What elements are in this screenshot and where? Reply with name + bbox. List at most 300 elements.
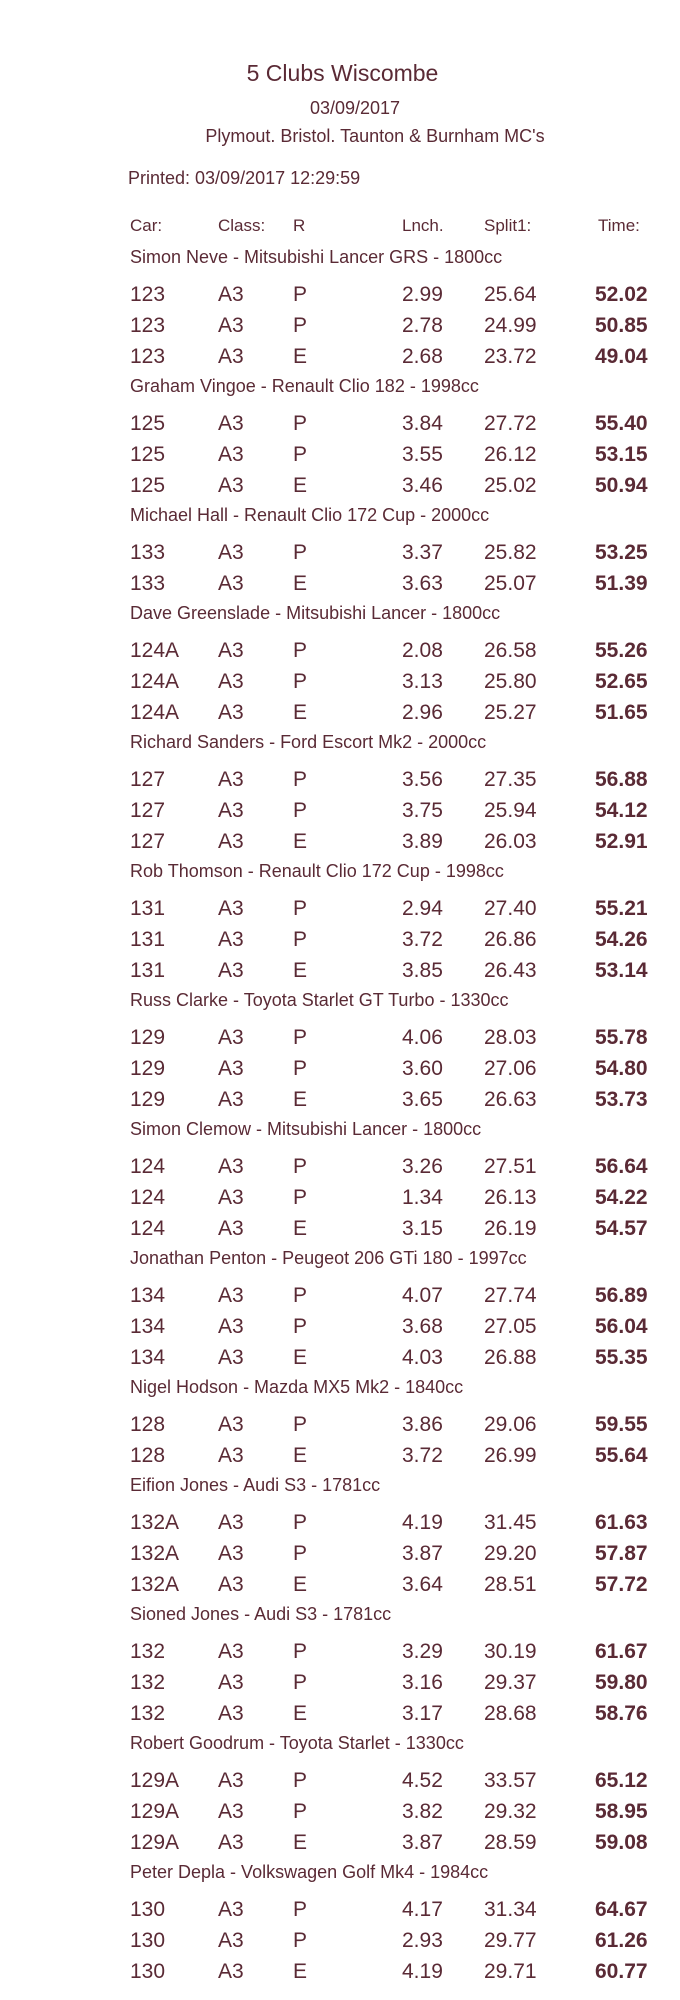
run-launch-time: 2.78 [402, 314, 443, 337]
run-split-time: 29.37 [484, 1671, 537, 1694]
run-car-number: 125 [130, 443, 166, 466]
event-title: 5 Clubs Wiscombe [246, 60, 439, 86]
run-type: P [293, 1413, 308, 1436]
run-type: P [293, 1284, 308, 1307]
driver-entry [0, 728, 680, 857]
run-split-time: 31.45 [484, 1511, 537, 1534]
run-total-time: 55.64 [595, 1444, 648, 1467]
run-class: A3 [218, 541, 244, 564]
run-class: A3 [218, 830, 244, 853]
run-type: P [293, 1898, 308, 1921]
run-total-time: 61.67 [595, 1640, 648, 1663]
run-type: P [293, 1026, 308, 1049]
column-headers [0, 216, 680, 240]
run-launch-time: 2.99 [402, 283, 443, 306]
run-row [0, 1765, 680, 1796]
run-class: A3 [218, 1315, 244, 1338]
run-split-time: 26.99 [484, 1444, 537, 1467]
driver-name: Simon Neve - Mitsubishi Lancer GRS - 1800cc [130, 247, 503, 267]
run-launch-time: 3.86 [402, 1413, 443, 1436]
run-class: A3 [218, 1444, 244, 1467]
run-type: P [293, 1057, 308, 1080]
run-launch-time: 3.82 [402, 1800, 443, 1823]
run-type: P [293, 1315, 308, 1338]
run-row [0, 1342, 680, 1373]
run-class: A3 [218, 768, 244, 791]
run-launch-time: 3.89 [402, 830, 443, 853]
driver-name: Michael Hall - Renault Clio 172 Cup - 2000cc [130, 505, 490, 525]
run-row [0, 1409, 680, 1440]
run-class: A3 [218, 1542, 244, 1565]
run-class: A3 [218, 928, 244, 951]
run-car-number: 129 [130, 1026, 166, 1049]
run-split-time: 26.03 [484, 830, 537, 853]
run-car-number: 124 [130, 1155, 166, 1178]
driver-name: Dave Greenslade - Mitsubishi Lancer - 1800cc [130, 603, 501, 623]
run-type: P [293, 1929, 308, 1952]
run-total-time: 56.04 [595, 1315, 648, 1338]
run-car-number: 132 [130, 1671, 166, 1694]
run-row [0, 341, 680, 372]
driver-name: Robert Goodrum - Toyota Starlet - 1330cc [130, 1733, 464, 1753]
driver-name: Eifion Jones - Audi S3 - 1781cc [130, 1475, 381, 1495]
run-launch-time: 2.96 [402, 701, 443, 724]
run-type: P [293, 928, 308, 951]
driver-name: Rob Thomson - Renault Clio 172 Cup - 1998cc [130, 861, 504, 881]
run-car-number: 134 [130, 1315, 166, 1338]
driver-entry [0, 1600, 680, 1729]
run-car-number: 132 [130, 1702, 166, 1725]
run-total-time: 57.87 [595, 1542, 648, 1565]
run-class: A3 [218, 1186, 244, 1209]
run-total-time: 54.12 [595, 799, 648, 822]
run-total-time: 56.88 [595, 768, 648, 791]
run-launch-time: 4.19 [402, 1511, 443, 1534]
driver-name: Sioned Jones - Audi S3 - 1781cc [130, 1604, 392, 1624]
run-split-time: 25.27 [484, 701, 537, 724]
header-car: Car: [130, 216, 163, 235]
run-launch-time: 3.75 [402, 799, 443, 822]
run-type: E [293, 1444, 308, 1467]
run-class: A3 [218, 897, 244, 920]
run-split-time: 27.72 [484, 412, 537, 435]
run-launch-time: 3.63 [402, 572, 443, 595]
driver-entry [0, 857, 680, 986]
driver-entry [0, 1858, 680, 1987]
run-row [0, 1796, 680, 1827]
run-row [0, 1053, 680, 1084]
run-car-number: 125 [130, 474, 166, 497]
run-class: A3 [218, 443, 244, 466]
run-class: A3 [218, 345, 244, 368]
run-class: A3 [218, 412, 244, 435]
run-car-number: 128 [130, 1444, 166, 1467]
run-total-time: 55.21 [595, 897, 648, 920]
run-total-time: 53.25 [595, 541, 648, 564]
run-row [0, 955, 680, 986]
run-type: E [293, 1088, 308, 1111]
run-total-time: 55.78 [595, 1026, 648, 1049]
run-launch-time: 4.06 [402, 1026, 443, 1049]
run-total-time: 55.26 [595, 639, 648, 662]
header-split: Split1: [484, 216, 532, 235]
run-launch-time: 3.26 [402, 1155, 443, 1178]
run-class: A3 [218, 959, 244, 982]
run-class: A3 [218, 1702, 244, 1725]
run-class: A3 [218, 283, 244, 306]
run-class: A3 [218, 1800, 244, 1823]
run-row [0, 1022, 680, 1053]
run-total-time: 55.40 [595, 412, 648, 435]
run-launch-time: 3.17 [402, 1702, 443, 1725]
run-launch-time: 2.08 [402, 639, 443, 662]
driver-name: Peter Depla - Volkswagen Golf Mk4 - 1984cc [130, 1862, 489, 1882]
run-launch-time: 4.03 [402, 1346, 443, 1369]
driver-entry [0, 243, 680, 372]
run-row [0, 1182, 680, 1213]
run-class: A3 [218, 1057, 244, 1080]
run-type: E [293, 1831, 308, 1854]
run-row [0, 1213, 680, 1244]
run-total-time: 57.72 [595, 1573, 648, 1596]
run-total-time: 51.39 [595, 572, 648, 595]
run-class: A3 [218, 1413, 244, 1436]
run-car-number: 129A [130, 1831, 180, 1854]
run-total-time: 59.08 [595, 1831, 648, 1854]
run-total-time: 51.65 [595, 701, 648, 724]
run-split-time: 26.12 [484, 443, 537, 466]
run-row [0, 310, 680, 341]
run-class: A3 [218, 1284, 244, 1307]
run-row [0, 697, 680, 728]
run-type: E [293, 1346, 308, 1369]
run-split-time: 26.19 [484, 1217, 537, 1240]
run-row [0, 279, 680, 310]
run-total-time: 54.80 [595, 1057, 648, 1080]
run-type: P [293, 1800, 308, 1823]
run-type: E [293, 959, 308, 982]
run-type: E [293, 572, 308, 595]
run-split-time: 24.99 [484, 314, 537, 337]
driver-entry [0, 372, 680, 501]
run-split-time: 27.05 [484, 1315, 537, 1338]
run-total-time: 61.63 [595, 1511, 648, 1534]
run-launch-time: 3.46 [402, 474, 443, 497]
run-split-time: 25.02 [484, 474, 537, 497]
run-car-number: 129 [130, 1057, 166, 1080]
driver-entry [0, 1115, 680, 1244]
run-car-number: 127 [130, 768, 166, 791]
run-type: P [293, 1769, 308, 1792]
run-launch-time: 4.52 [402, 1769, 443, 1792]
run-type: E [293, 1702, 308, 1725]
run-class: A3 [218, 670, 244, 693]
driver-name: Richard Sanders - Ford Escort Mk2 - 2000cc [130, 732, 487, 752]
run-type: P [293, 799, 308, 822]
run-car-number: 124 [130, 1217, 166, 1240]
run-class: A3 [218, 1769, 244, 1792]
run-car-number: 131 [130, 897, 166, 920]
driver-entry [0, 1471, 680, 1600]
run-car-number: 132A [130, 1573, 180, 1596]
driver-entry [0, 599, 680, 728]
run-launch-time: 3.55 [402, 443, 443, 466]
driver-entry [0, 1729, 680, 1858]
run-total-time: 49.04 [595, 345, 648, 368]
run-total-time: 58.76 [595, 1702, 648, 1725]
run-car-number: 132A [130, 1542, 180, 1565]
run-class: A3 [218, 639, 244, 662]
driver-entry [0, 986, 680, 1115]
run-type: P [293, 443, 308, 466]
run-row [0, 826, 680, 857]
run-class: A3 [218, 1217, 244, 1240]
run-split-time: 25.80 [484, 670, 537, 693]
run-split-time: 26.58 [484, 639, 537, 662]
driver-entry [0, 1244, 680, 1373]
run-type: P [293, 670, 308, 693]
run-split-time: 30.19 [484, 1640, 537, 1663]
run-car-number: 124A [130, 701, 180, 724]
run-split-time: 25.07 [484, 572, 537, 595]
run-split-time: 33.57 [484, 1769, 537, 1792]
driver-entry [0, 1373, 680, 1471]
run-total-time: 50.85 [595, 314, 648, 337]
run-class: A3 [218, 799, 244, 822]
run-type: P [293, 1542, 308, 1565]
run-split-time: 27.06 [484, 1057, 537, 1080]
run-split-time: 28.03 [484, 1026, 537, 1049]
run-row [0, 764, 680, 795]
organising-clubs: Plymout. Bristol. Taunton & Burnham MC's [205, 126, 545, 146]
run-row [0, 1667, 680, 1698]
header-time: Time: [598, 216, 640, 235]
run-row [0, 470, 680, 501]
run-split-time: 27.35 [484, 768, 537, 791]
run-car-number: 130 [130, 1960, 166, 1983]
results-list [0, 243, 680, 1987]
driver-entry [0, 501, 680, 599]
run-row [0, 408, 680, 439]
run-total-time: 52.02 [595, 283, 648, 306]
run-row [0, 537, 680, 568]
run-car-number: 124A [130, 639, 180, 662]
run-type: E [293, 1573, 308, 1596]
run-type: P [293, 541, 308, 564]
header-r: R [293, 216, 306, 235]
run-launch-time: 4.07 [402, 1284, 443, 1307]
run-car-number: 129A [130, 1769, 180, 1792]
run-split-time: 26.63 [484, 1088, 537, 1111]
run-launch-time: 3.13 [402, 670, 443, 693]
run-row [0, 924, 680, 955]
run-total-time: 52.65 [595, 670, 648, 693]
run-launch-time: 4.17 [402, 1898, 443, 1921]
run-car-number: 127 [130, 830, 166, 853]
run-launch-time: 3.16 [402, 1671, 443, 1694]
run-launch-time: 4.19 [402, 1960, 443, 1983]
run-total-time: 60.77 [595, 1960, 648, 1983]
run-class: A3 [218, 1088, 244, 1111]
run-total-time: 56.64 [595, 1155, 648, 1178]
run-split-time: 26.13 [484, 1186, 537, 1209]
run-total-time: 55.35 [595, 1346, 648, 1369]
run-row [0, 1827, 680, 1858]
run-class: A3 [218, 1346, 244, 1369]
run-class: A3 [218, 1960, 244, 1983]
run-car-number: 125 [130, 412, 166, 435]
run-car-number: 131 [130, 928, 166, 951]
run-car-number: 129 [130, 1088, 166, 1111]
run-split-time: 26.88 [484, 1346, 537, 1369]
printed-timestamp: Printed: 03/09/2017 12:29:59 [128, 168, 361, 188]
run-row [0, 666, 680, 697]
run-split-time: 27.51 [484, 1155, 537, 1178]
run-type: P [293, 1186, 308, 1209]
run-row [0, 893, 680, 924]
run-car-number: 124 [130, 1186, 166, 1209]
run-launch-time: 3.56 [402, 768, 443, 791]
run-type: E [293, 830, 308, 853]
run-type: P [293, 1155, 308, 1178]
run-total-time: 54.26 [595, 928, 648, 951]
run-type: E [293, 345, 308, 368]
run-car-number: 131 [130, 959, 166, 982]
run-split-time: 29.06 [484, 1413, 537, 1436]
run-launch-time: 3.84 [402, 412, 443, 435]
run-total-time: 53.15 [595, 443, 648, 466]
run-row [0, 1280, 680, 1311]
run-total-time: 53.73 [595, 1088, 648, 1111]
run-split-time: 28.68 [484, 1702, 537, 1725]
driver-name: Nigel Hodson - Mazda MX5 Mk2 - 1840cc [130, 1377, 464, 1397]
run-car-number: 123 [130, 345, 166, 368]
run-row [0, 1894, 680, 1925]
run-split-time: 25.94 [484, 799, 537, 822]
run-launch-time: 3.65 [402, 1088, 443, 1111]
driver-name: Simon Clemow - Mitsubishi Lancer - 1800cc [130, 1119, 482, 1139]
run-type: P [293, 897, 308, 920]
event-date: 03/09/2017 [309, 98, 401, 118]
run-car-number: 132A [130, 1511, 180, 1534]
run-class: A3 [218, 1155, 244, 1178]
run-launch-time: 3.87 [402, 1831, 443, 1854]
run-launch-time: 3.85 [402, 959, 443, 982]
run-class: A3 [218, 1511, 244, 1534]
run-split-time: 25.64 [484, 283, 537, 306]
run-type: P [293, 283, 308, 306]
run-row [0, 795, 680, 826]
run-type: P [293, 314, 308, 337]
run-launch-time: 3.29 [402, 1640, 443, 1663]
run-row [0, 635, 680, 666]
run-split-time: 27.40 [484, 897, 537, 920]
run-row [0, 1311, 680, 1342]
run-row [0, 1956, 680, 1987]
run-class: A3 [218, 1898, 244, 1921]
run-class: A3 [218, 1929, 244, 1952]
run-type: P [293, 1640, 308, 1663]
run-car-number: 133 [130, 572, 166, 595]
run-class: A3 [218, 701, 244, 724]
driver-name: Jonathan Penton - Peugeot 206 GTi 180 - 1997cc [130, 1248, 527, 1268]
run-car-number: 130 [130, 1929, 166, 1952]
run-car-number: 132 [130, 1640, 166, 1663]
run-total-time: 54.57 [595, 1217, 648, 1240]
run-total-time: 58.95 [595, 1800, 648, 1823]
run-launch-time: 2.93 [402, 1929, 443, 1952]
run-split-time: 28.59 [484, 1831, 537, 1854]
run-row [0, 568, 680, 599]
run-total-time: 53.14 [595, 959, 648, 982]
run-class: A3 [218, 1671, 244, 1694]
run-total-time: 54.22 [595, 1186, 648, 1209]
run-type: E [293, 1960, 308, 1983]
run-car-number: 134 [130, 1346, 166, 1369]
run-car-number: 123 [130, 314, 166, 337]
run-launch-time: 3.37 [402, 541, 443, 564]
run-launch-time: 3.72 [402, 928, 443, 951]
run-type: P [293, 1671, 308, 1694]
run-class: A3 [218, 1573, 244, 1596]
run-row [0, 1636, 680, 1667]
run-split-time: 31.34 [484, 1898, 537, 1921]
run-launch-time: 3.60 [402, 1057, 443, 1080]
header-lnch: Lnch. [402, 216, 444, 235]
run-type: E [293, 1217, 308, 1240]
run-split-time: 29.71 [484, 1960, 537, 1983]
run-split-time: 29.32 [484, 1800, 537, 1823]
run-row [0, 1538, 680, 1569]
run-car-number: 130 [130, 1898, 166, 1921]
run-total-time: 64.67 [595, 1898, 648, 1921]
run-car-number: 134 [130, 1284, 166, 1307]
driver-name: Russ Clarke - Toyota Starlet GT Turbo - 1330cc [130, 990, 509, 1010]
run-car-number: 129A [130, 1800, 180, 1823]
run-launch-time: 3.68 [402, 1315, 443, 1338]
run-class: A3 [218, 1831, 244, 1854]
run-car-number: 124A [130, 670, 180, 693]
run-type: P [293, 639, 308, 662]
run-split-time: 27.74 [484, 1284, 537, 1307]
run-split-time: 23.72 [484, 345, 537, 368]
run-type: P [293, 412, 308, 435]
run-row [0, 439, 680, 470]
run-car-number: 123 [130, 283, 166, 306]
run-car-number: 128 [130, 1413, 166, 1436]
run-launch-time: 2.94 [402, 897, 443, 920]
run-launch-time: 3.15 [402, 1217, 443, 1240]
run-class: A3 [218, 1640, 244, 1663]
run-launch-time: 1.34 [402, 1186, 443, 1209]
run-launch-time: 2.68 [402, 345, 443, 368]
run-type: P [293, 1511, 308, 1534]
run-total-time: 61.26 [595, 1929, 648, 1952]
run-class: A3 [218, 572, 244, 595]
run-type: E [293, 474, 308, 497]
run-class: A3 [218, 474, 244, 497]
run-split-time: 28.51 [484, 1573, 537, 1596]
run-launch-time: 3.87 [402, 1542, 443, 1565]
run-row [0, 1698, 680, 1729]
run-launch-time: 3.72 [402, 1444, 443, 1467]
run-split-time: 29.77 [484, 1929, 537, 1952]
run-row [0, 1925, 680, 1956]
run-car-number: 127 [130, 799, 166, 822]
run-row [0, 1084, 680, 1115]
run-class: A3 [218, 314, 244, 337]
run-total-time: 52.91 [595, 830, 648, 853]
